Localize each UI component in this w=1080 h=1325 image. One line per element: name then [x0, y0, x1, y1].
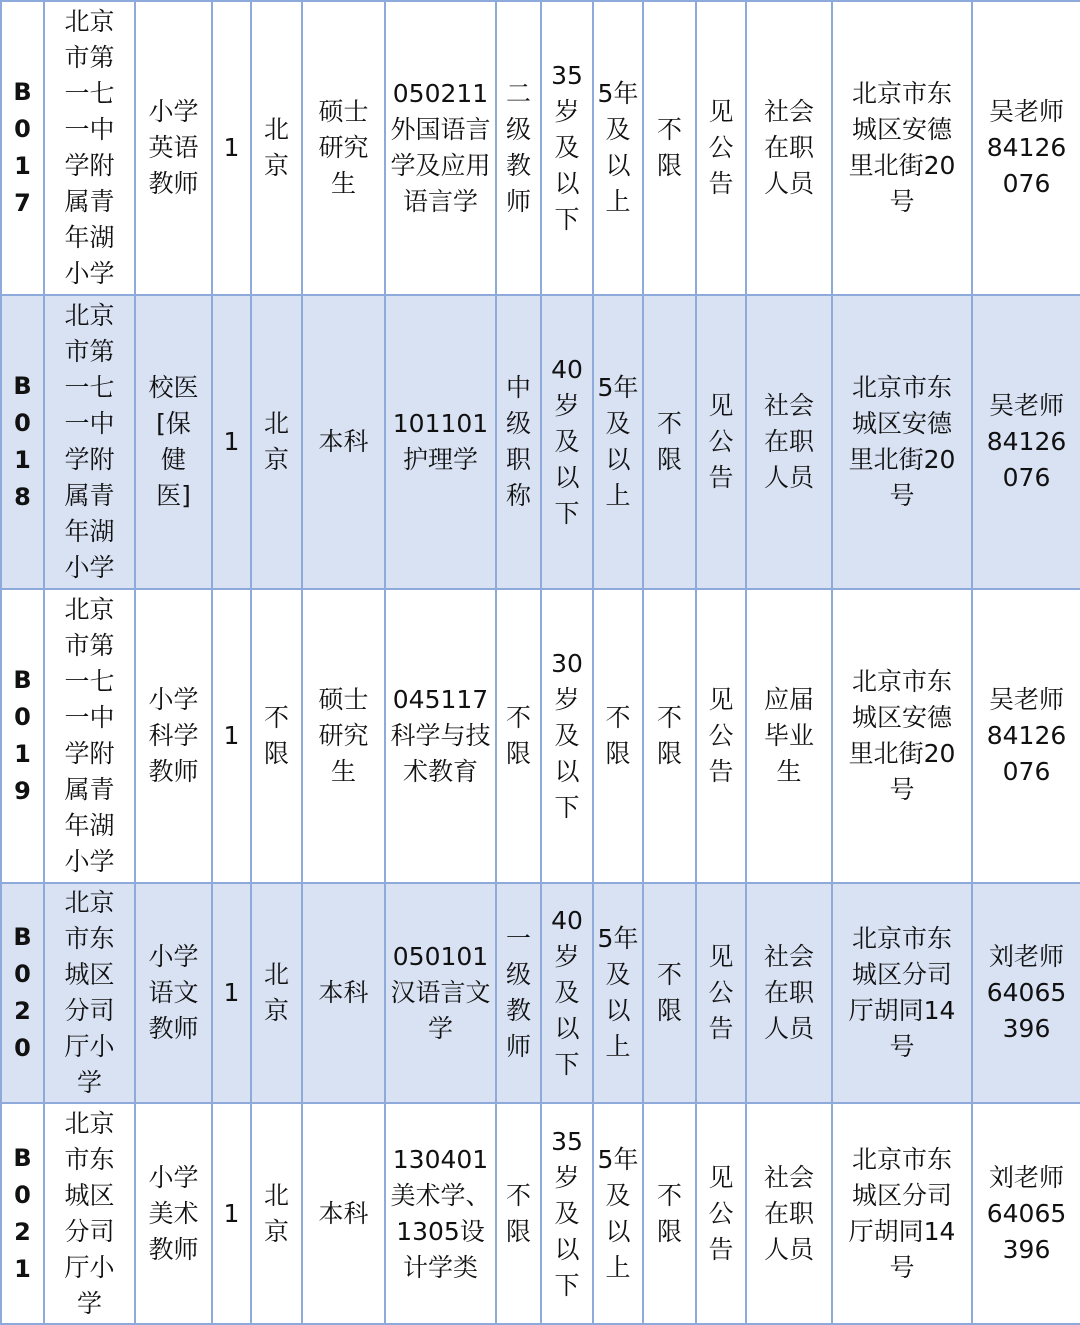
experience-requirement-cell: 5年及以上: [593, 1, 643, 295]
address-cell: 北京市东城区安德里北街20号: [832, 589, 972, 883]
hire-count-cell: 1: [212, 1, 251, 295]
position-code-cell: B020: [1, 883, 44, 1103]
candidate-source-cell: 社会在职人员: [746, 883, 832, 1103]
contact-cell: 刘老师64065396: [972, 883, 1080, 1103]
table-row: [1, 1103, 1080, 1324]
other-requirement-cell: 见公告: [696, 883, 746, 1103]
candidate-source-cell: 社会在职人员: [746, 295, 832, 589]
age-requirement-cell: 35岁及以下: [541, 1103, 593, 1324]
candidate-source-cell: 社会在职人员: [746, 1, 832, 295]
education-cell: 本科: [302, 295, 385, 589]
title-requirement-cell: 不限: [496, 1103, 541, 1324]
employer-cell: 北京市第一七一中学附属青年湖小学: [44, 589, 135, 883]
other-requirement-cell: 见公告: [696, 589, 746, 883]
experience-requirement-cell: 5年及以上: [593, 883, 643, 1103]
major-cell: 050101汉语言文学: [385, 883, 496, 1103]
position-name-cell: 小学科学教师: [135, 589, 212, 883]
hire-count-cell: 1: [212, 883, 251, 1103]
title-requirement-cell: 不限: [496, 589, 541, 883]
hire-count-cell: 1: [212, 589, 251, 883]
other-requirement-cell: 见公告: [696, 1, 746, 295]
address-cell: 北京市东城区安德里北街20号: [832, 1, 972, 295]
position-code-cell: B019: [1, 589, 44, 883]
residence-cell: 北京: [251, 295, 302, 589]
education-cell: 硕士研究生: [302, 1, 385, 295]
contact-cell: 吴老师84126076: [972, 589, 1080, 883]
title-requirement-cell: 二级教师: [496, 1, 541, 295]
other-requirement-cell: 见公告: [696, 295, 746, 589]
employer-cell: 北京市东城区分司厅小学: [44, 883, 135, 1103]
employer-cell: 北京市东城区分司厅小学: [44, 1103, 135, 1324]
age-requirement-cell: 40岁及以下: [541, 883, 593, 1103]
experience-requirement-cell: 不限: [593, 589, 643, 883]
contact-cell: 吴老师84126076: [972, 1, 1080, 295]
residence-cell: 不限: [251, 589, 302, 883]
residence-cell: 北京: [251, 883, 302, 1103]
position-name-cell: 校医[保健医]: [135, 295, 212, 589]
table-row: [1, 883, 1080, 1103]
title-requirement-cell: 中级职称: [496, 295, 541, 589]
politics-requirement-cell: 不限: [643, 1103, 696, 1324]
education-cell: 本科: [302, 1103, 385, 1324]
education-cell: 硕士研究生: [302, 589, 385, 883]
politics-requirement-cell: 不限: [643, 589, 696, 883]
title-requirement-cell: 一级教师: [496, 883, 541, 1103]
major-cell: 101101护理学: [385, 295, 496, 589]
major-cell: 130401美术学、1305设计学类: [385, 1103, 496, 1324]
position-name-cell: 小学语文教师: [135, 883, 212, 1103]
candidate-source-cell: 应届毕业生: [746, 589, 832, 883]
age-requirement-cell: 30岁及以下: [541, 589, 593, 883]
hire-count-cell: 1: [212, 295, 251, 589]
residence-cell: 北京: [251, 1103, 302, 1324]
position-name-cell: 小学英语教师: [135, 1, 212, 295]
address-cell: 北京市东城区分司厅胡同14号: [832, 883, 972, 1103]
position-name-cell: 小学美术教师: [135, 1103, 212, 1324]
table-row: [1, 589, 1080, 883]
politics-requirement-cell: 不限: [643, 295, 696, 589]
politics-requirement-cell: 不限: [643, 883, 696, 1103]
age-requirement-cell: 40岁及以下: [541, 295, 593, 589]
contact-cell: 吴老师84126076: [972, 295, 1080, 589]
residence-cell: 北京: [251, 1, 302, 295]
position-code-cell: B021: [1, 1103, 44, 1324]
politics-requirement-cell: 不限: [643, 1, 696, 295]
age-requirement-cell: 35岁及以下: [541, 1, 593, 295]
address-cell: 北京市东城区安德里北街20号: [832, 295, 972, 589]
employer-cell: 北京市第一七一中学附属青年湖小学: [44, 295, 135, 589]
major-cell: 050211外国语言学及应用语言学: [385, 1, 496, 295]
table-row: [1, 1, 1080, 295]
position-code-cell: B018: [1, 295, 44, 589]
contact-cell: 刘老师64065396: [972, 1103, 1080, 1324]
candidate-source-cell: 社会在职人员: [746, 1103, 832, 1324]
experience-requirement-cell: 5年及以上: [593, 1103, 643, 1324]
position-code-cell: B017: [1, 1, 44, 295]
employer-cell: 北京市第一七一中学附属青年湖小学: [44, 1, 135, 295]
address-cell: 北京市东城区分司厅胡同14号: [832, 1103, 972, 1324]
experience-requirement-cell: 5年及以上: [593, 295, 643, 589]
education-cell: 本科: [302, 883, 385, 1103]
major-cell: 045117科学与技术教育: [385, 589, 496, 883]
hire-count-cell: 1: [212, 1103, 251, 1324]
table-row: [1, 295, 1080, 589]
other-requirement-cell: 见公告: [696, 1103, 746, 1324]
